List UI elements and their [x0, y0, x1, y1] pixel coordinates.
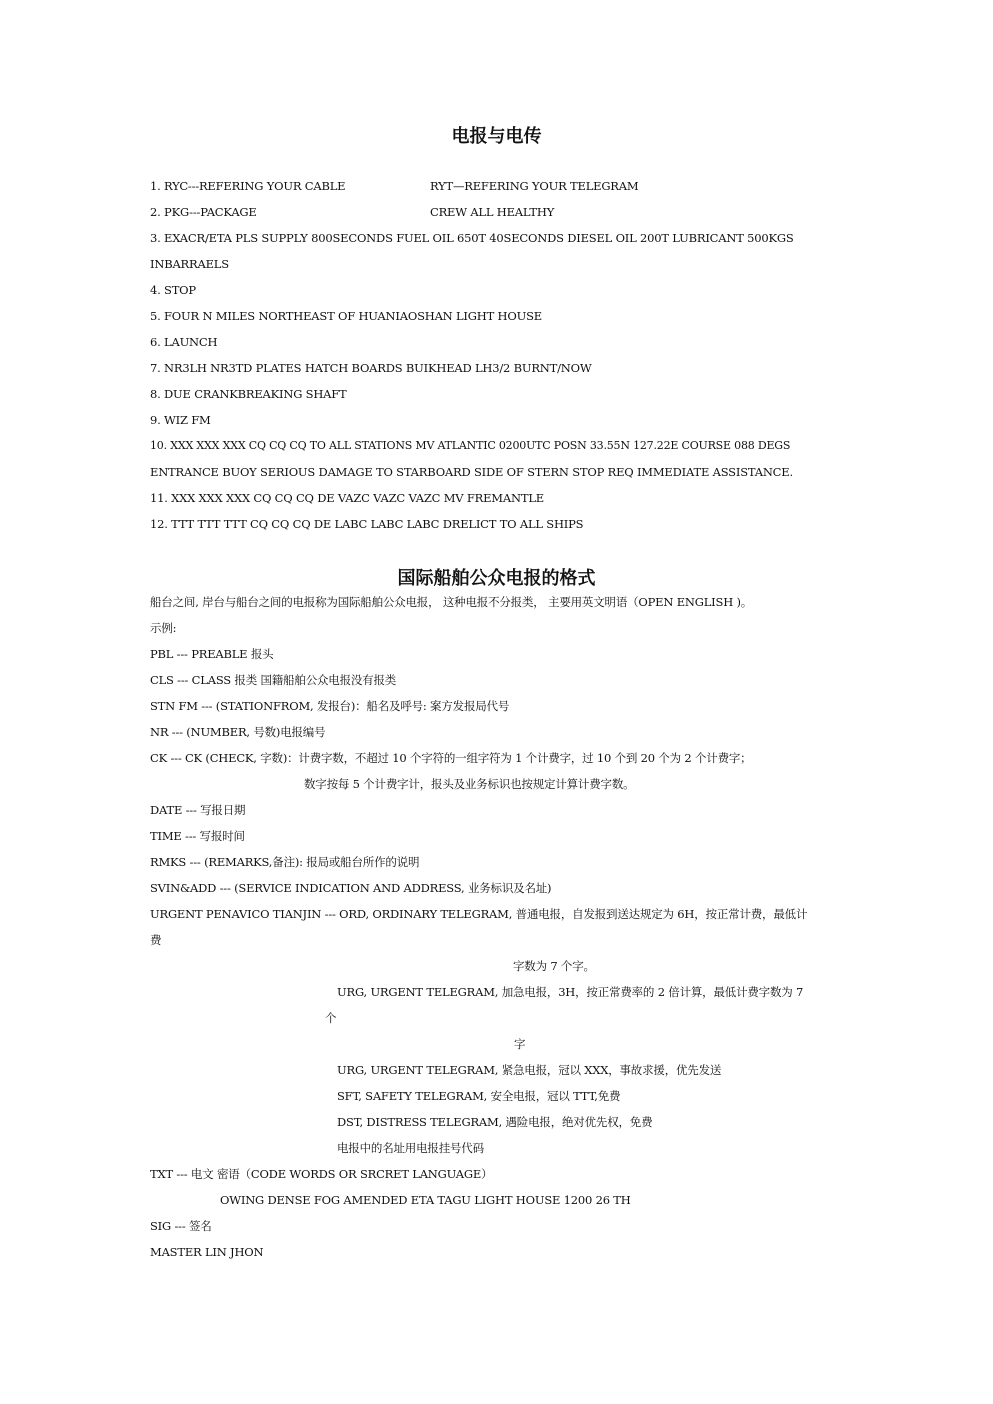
item-1-left: 1. RYC---REFERING YOUR CABLE [150, 179, 346, 193]
section-title-public-telegram-format: 国际船舶公众电报的格式 [397, 568, 596, 589]
field-time: TIME --- 写报时间 [150, 829, 245, 843]
field-nr: NR --- (NUMBER, 号数)电报编号 [150, 725, 326, 739]
field-urgent-line1: URGENT PENAVICO TIANJIN --- ORD, ORDINARY TELEGRAM, 普通电报，自发报到送达规定为 6H，按正常计费，最低计 [150, 907, 808, 921]
list-item-12: 12. TTT TTT TTT CQ CQ CQ DE LABC LABC LABC DRELICT TO ALL SHIPS [150, 517, 584, 531]
list-item-1 [150, 179, 639, 193]
list-item-10-line2: ENTRANCE BUOY SERIOUS DAMAGE TO STARBOARD SIDE OF STERN STOP REQ IMMEDIATE ASSISTANCE. [150, 465, 793, 479]
item-1-right: RYT—REFERING YOUR TELEGRAM [430, 179, 639, 193]
field-urg-line1: URG, URGENT TELEGRAM, 加急电报，3H，按正常费率的 2 倍计算，最低计费字数为 7 [337, 985, 804, 999]
field-txt: TXT --- 电文 密语（CODE WORDS OR SRCRET LANGUAGE） [150, 1167, 493, 1181]
list-item-3-line2: INBARRAELS [150, 257, 229, 271]
field-dst: DST, DISTRESS TELEGRAM, 遇险电报，绝对优先权，免费 [337, 1115, 653, 1129]
field-pbl: PBL --- PREABLE 报头 [150, 647, 274, 661]
field-urgent-line3: 字数为 7 个字。 [513, 959, 595, 973]
list-item-3-line1: 3. EXACR/ETA PLS SUPPLY 800SECONDS FUEL OIL 650T 40SECONDS DIESEL OIL 200T LUBRICANT 500KGS [150, 231, 794, 245]
list-item-6: 6. LAUNCH [150, 335, 218, 349]
list-item-7: 7. NR3LH NR3TD PLATES HATCH BOARDS BUIKHEAD LH3/2 BURNT/NOW [150, 361, 592, 375]
field-sig: SIG --- 签名 [150, 1219, 212, 1233]
field-urgent-line2: 费 [150, 933, 162, 947]
field-ck-line1: CK --- CK (CHECK, 字数)：计费字数，不超过 10 个字符的一组字符为 1 个计费字，过 10 个到 20 个为 2 个计费字； [150, 751, 752, 765]
list-item-9: 9. WIZ FM [150, 413, 211, 427]
field-cls: CLS --- CLASS 报类 国籍船舶公众电报没有报类 [150, 673, 397, 687]
field-stn: STN FM --- (STATIONFROM, 发报台)：船名及呼号: 案方发报局代号 [150, 699, 510, 713]
list-item-10-line1: 10. XXX XXX XXX CQ CQ CQ TO ALL STATIONS MV ATLANTIC 0200UTC POSN 33.55N 127.22E COURSE 088 DEGS [150, 439, 791, 452]
field-sft: SFT, SAFETY TELEGRAM, 安全电报，冠以 TTT,免费 [337, 1089, 621, 1103]
field-svin: SVIN&ADD --- (SERVICE INDICATION AND ADDRESS, 业务标识及名址) [150, 881, 552, 895]
field-signature: MASTER LIN JHON [150, 1245, 264, 1259]
list-item-2 [150, 205, 555, 219]
field-date: DATE --- 写报日期 [150, 803, 246, 817]
item-2-right: CREW ALL HEALTHY [430, 205, 555, 219]
example-label: 示例: [150, 621, 177, 635]
field-address-note: 电报中的名址用电报挂号代码 [337, 1141, 484, 1155]
field-txt-example: OWING DENSE FOG AMENDED ETA TAGU LIGHT HOUSE 1200 26 TH [220, 1193, 631, 1207]
field-urg-line2: 个 [325, 1011, 337, 1025]
list-item-5: 5. FOUR N MILES NORTHEAST OF HUANIAOSHAN LIGHT HOUSE [150, 309, 542, 323]
field-urg-emergency: URG, URGENT TELEGRAM, 紧急电报，冠以 XXX，事故求援，优先发送 [337, 1063, 722, 1077]
field-ck-line2: 数字按每 5 个计费字计，报头及业务标识也按规定计算计费字数。 [304, 777, 635, 791]
field-rmks: RMKS --- (REMARKS,备注): 报局或船台所作的说明 [150, 855, 420, 869]
field-urg-line3: 字 [514, 1037, 526, 1051]
list-item-8: 8. DUE CRANKBREAKING SHAFT [150, 387, 347, 401]
list-item-4: 4. STOP [150, 283, 196, 297]
item-2-left: 2. PKG---PACKAGE [150, 205, 257, 219]
list-item-11: 11. XXX XXX XXX CQ CQ CQ DE VAZC VAZC VAZC MV FREMANTLE [150, 491, 544, 505]
intro-paragraph: 船台之间, 岸台与船台之间的电报称为国际船舶公众电报， 这种电报不分报类， 主要用英文明语（OPEN ENGLISH )。 [150, 595, 753, 609]
section-title-telegram-telex: 电报与电传 [451, 126, 542, 147]
